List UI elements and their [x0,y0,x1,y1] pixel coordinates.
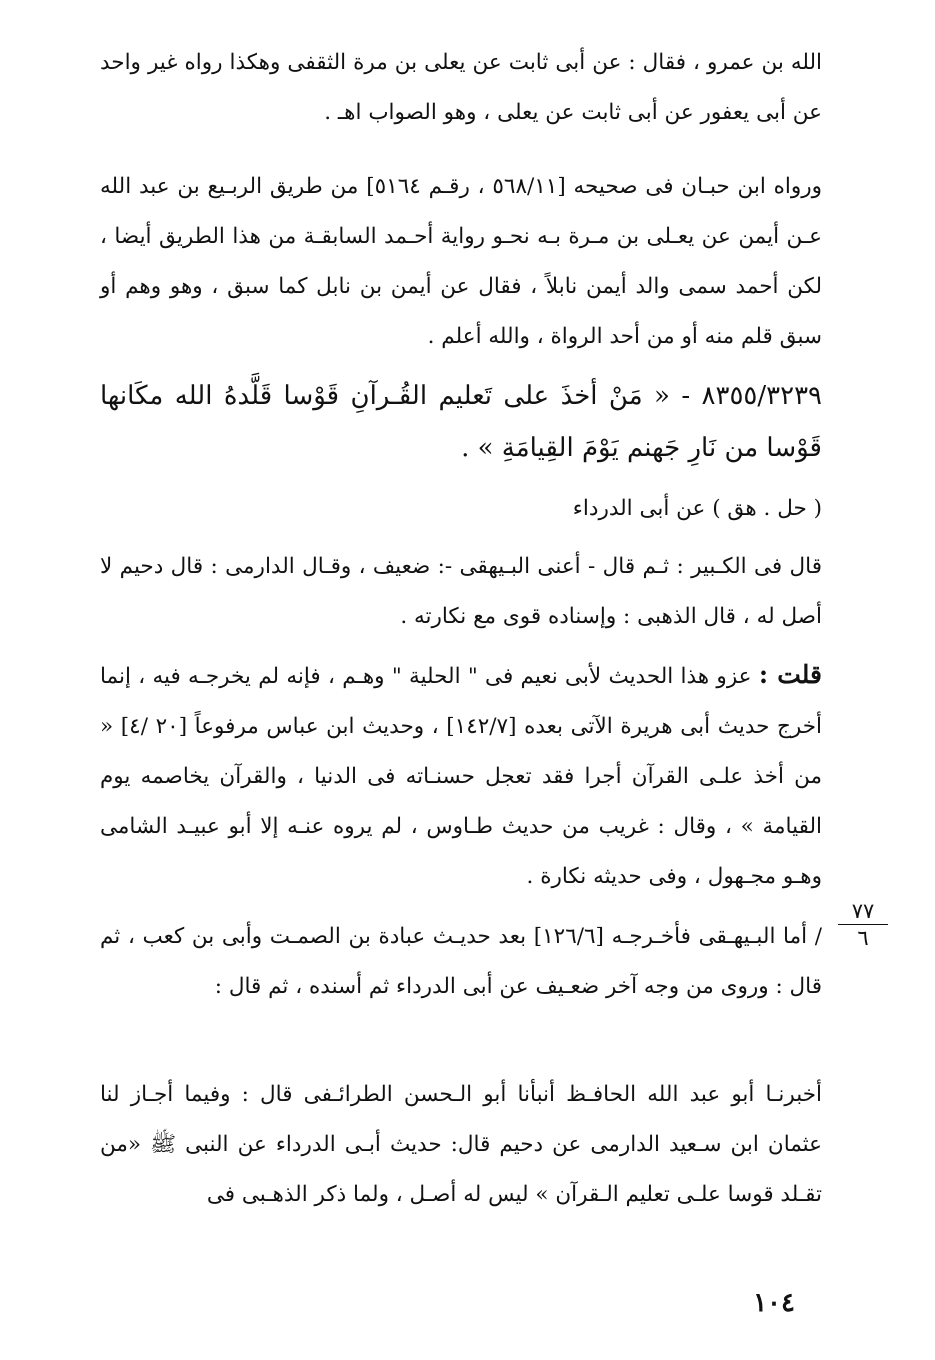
paragraph-2: ورواه ابن حبـان فى صحيحه [٥٦٨/١١ ، رقـم ٥١٦٤] من طريق الربـيع بن عبد الله عـن أيمن عن يعـلى بن مـرة بـه نحـو رواية أحـمد السابقـة من هذا الطريق أيضا ، لكن أحمد سمى والد أيمن نابلاً ، فقال عن أيمن بن نابل كما سبق ، وهو وهم أو سبق قلم منه أو من أحد الرواة ، والله أعلم . [100,174,822,349]
margin-reference-denominator: ٦ [857,926,869,950]
margin-reference-numerator: ٧٧ [838,900,888,925]
paragraph-6: أخبرنـا أبو عبد الله الحافـظ أنبأنا أبو الـحسن الطرائـفى قال : وفيما أجـاز لنا عثمان ابن سـعيد الدارمى عن دحيم قال: حديث أبـى الدرداء عن النبى ﷺ «من تقـلد قوسا علـى تعليم الـقرآن » ليس له أصـل ، ولما ذكر الذهـبى فى [100,1082,822,1207]
qult-label: قلت : [758,660,822,689]
hadith-source: ( حل . هق ) عن أبى الدرداء [572,496,822,521]
paragraph-5: / أما البـيهـقى فأخـرجـه [١٢٦/٦] بعد حديـث عبادة بن الصمـت وأبى بن كعب ، ثم قال : وروى من وجه آخر ضعـيف عن أبى الدرداء ثم أسنده ، ثم قال : [100,924,822,999]
margin-reference [838,900,888,949]
paragraph-4 [100,650,822,902]
paragraph-4-text: عزو هذا الحديث لأبى نعيم فى " الحلية " وهـم ، فإنه لم يخرجـه فيه ، إنما أخرج حديث أبى هريرة الآتى بعده [١٤٢/٧] ، وحديث ابن عباس مرفوعاً [٢٠ /٤] « من أخذ علـى القرآن أجرا فقد تعجل حسنـاته فى الدنيا ، والقرآن يخاصمه يوم القيامة » ، وقال : غريب من حديث طـاوس ، لم يروه عنـه إلا أبو عبيـد الشامى وهـو مجـهول ، وفى حديثه نكارة . [100,664,823,889]
hadith-text: ٨٣٥٥/٣٢٣٩ - « مَنْ أخذَ على تَعليم القُـرآنِ قَوْسا قَلَّدهُ الله مكَانها قَوْسا من نَارِ جَهنم يَوْمَ القِيامَةِ » . [100,381,822,463]
paragraph-3: قال فى الكـبير : ثـم قال - أعنى البـيهقى -: ضعيف ، وقـال الدارمى : قال دحيم لا أصل له ، قال الذهبى : وإسناده قوى مع نكارته . [100,554,822,629]
paragraph-1: الله بن عمرو ، فقال : عن أبى ثابت عن يعلى بن مرة الثقفى وهكذا رواه غير واحد عن أبى يعفور عن أبى ثابت عن يعلى ، وهو الصواب اهـ . [100,50,822,125]
page-number: ١٠٤ [753,1288,795,1318]
